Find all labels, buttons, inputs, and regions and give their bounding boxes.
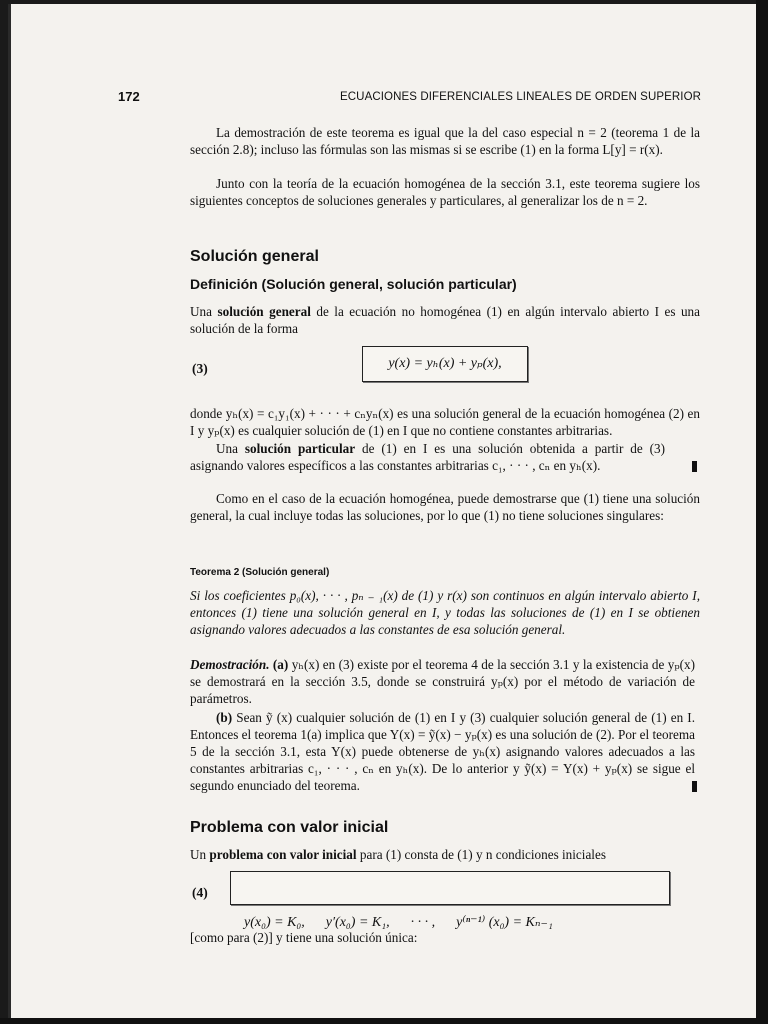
section-heading-ivp: Problema con valor inicial [190,819,389,836]
equation-number-4: (4) [192,885,208,900]
equation-box-3 [362,346,528,382]
equation-3: y(x) = yₕ(x) + yₚ(x), [388,356,502,371]
theorem-2-statement: Si los coeficientes p₀(x), · · · , pₙ ₋ ₁(x) de (1) y r(x) son continuos en algún intervalo abierto I, entonces (1) tiene una solución general en I, y todas las soluciones de (1) en I se obtienen asignando valores adecuados a las constantes de esa solución general. [190,588,700,637]
proof-part-a-text: yₕ(x) en (3) existe por el teorema 4 de la sección 3.1 y la existencia de yₚ(x) se demostrará en la sección 3.5, donde se construirá yₚ(x) por el método de variación de parámetros. [190,657,696,706]
equation-4: y(x₀) = K₀, y′(x₀) = K₁, · · · , y⁽ⁿ⁻¹⁾ (x₀) = Kₙ₋₁ [244,915,553,930]
term-initial-value-problem: problema con valor inicial [209,847,357,862]
particular-text-part: de (1) en I es una solución obtenida a partir de (3) asignando valores específicos a las constantes arbitrarias c₁, · · · , cₙ en yₕ(x). [190,441,665,473]
theorem-2-heading: Teorema 2 (Solución general) [190,567,330,578]
homogeneous-case-paragraph: Como en el caso de la ecuación homogénea, puede demostrarse que (1) tiene una solución general, la cual incluye todas las soluciones, por lo que (1) no tiene soluciones singulares: [190,491,700,523]
intro-paragraph-2: Junto con la teoría de la ecuación homogénea de la sección 3.1, este teorema sugiere los siguientes conceptos de soluciones generales y particulares, al generalizar los de n = 2. [190,176,700,208]
equation-number-3: (3) [192,361,208,376]
proof-part-b-text: Sean ỹ (x) cualquier solución de (1) en I y (3) cualquier solución general de (1) en I. Entonces el teorema 1(a) implica que Y(x) = ỹ(x) − yₚ(x) es una solución de (2). Por el teorema 5 de la sección 3.1, esta Y(x) puede obtenerse de yₕ(x) asignando valores adecuados a las constantes arbitrarias c₁, · · · , cₙ en yₕ(x). De lo anterior y ỹ(x) = Y(x) + yₚ(x) se sigue el segundo enunciado del teorema. [190,710,695,793]
particular-text-part: Una [216,441,245,456]
ivp-closing-text: [como para (2)] y tiene una solución única: [190,930,418,945]
proof-part-a [190,656,695,707]
end-of-definition-mark [692,459,697,477]
homogeneous-solution-text: donde yₕ(x) = c₁y₁(x) + · · · + cₙyₙ(x) es una solución general de la ecuación homogénea (2) en I y yₚ(x) es cualquier solución de (1) en I que no contiene constantes arbitrarias. [190,406,700,438]
page-number: 172 [118,89,140,104]
ivp-text-part: para (1) consta de (1) y n condiciones iniciales [356,847,606,862]
proof-part-a-label: (a) [272,657,289,672]
term-particular-solution: solución particular [244,441,356,456]
end-of-proof-mark [692,779,697,797]
proof-part-b-label: (b) [216,710,233,725]
proof-label: Demostración. [190,657,270,672]
ivp-text [190,846,700,863]
term-general-solution: solución general [217,304,311,319]
proof-part-b [190,709,695,794]
section-heading-general: Solución general [190,248,319,265]
scan-edge-right [756,0,768,1024]
equation-box-4 [230,871,670,930]
scan-edge-bottom [0,1018,768,1024]
intro-paragraph-1: La demostración de este teorema es igual que la del caso especial n = 2 (teorema 1 de la sección 2.8); incluso las fórmulas son las mismas si se escribe (1) en la forma L[y] = r(x). [190,125,700,157]
ivp-text-part: Un [190,847,210,862]
definition-text-part: Una [190,304,218,319]
running-title: ECUACIONES DIFERENCIALES LINEALES DE ORDEN SUPERIOR [340,91,702,103]
definition-heading: Definición (Solución general, solución particular) [190,276,517,292]
definition-text [190,303,700,337]
particular-solution-text [190,440,665,474]
definition-text-part: de la ecuación no homogénea (1) en algún intervalo abierto I es una solución de la forma [190,304,700,336]
